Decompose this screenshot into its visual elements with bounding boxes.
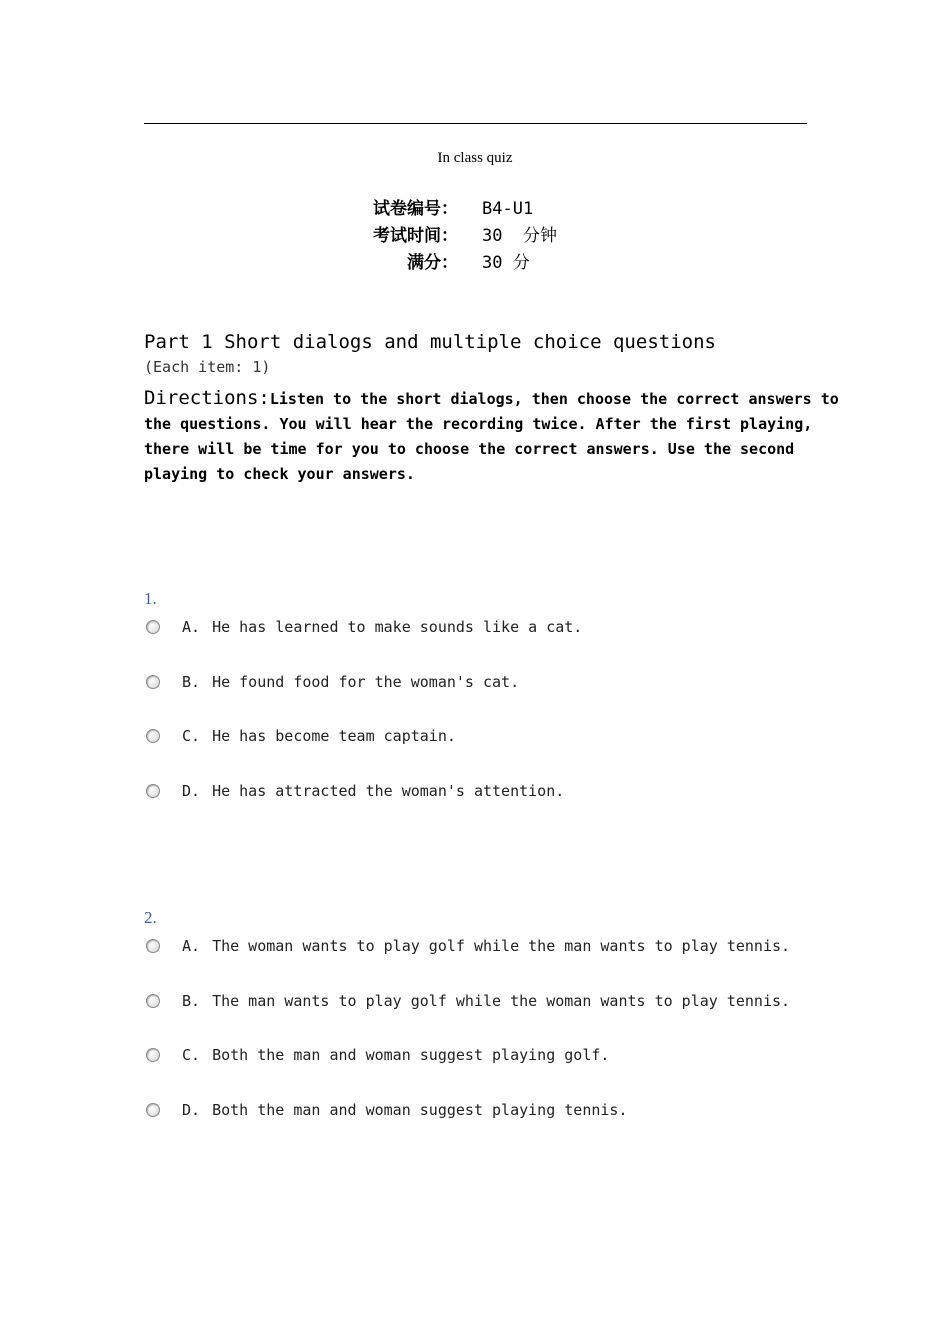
- radio-button-icon[interactable]: [146, 620, 160, 634]
- question-number: 2.: [144, 908, 157, 927]
- option-list: [144, 600, 864, 818]
- option-letter: B.: [182, 672, 201, 691]
- question-1: [144, 586, 864, 818]
- option-text: Both the man and woman suggest playing tennis.: [212, 1101, 628, 1120]
- directions-text: Listen to the short dialogs, then choose the correct answers to the questions. You will hear the recording twice. After the first playing, there will be time for you to choose the correct answers. Use the second playing to check your answers.: [144, 390, 839, 483]
- option-letter: A.: [182, 937, 201, 956]
- option-d[interactable]: [144, 1083, 864, 1138]
- header-rule: [144, 123, 807, 124]
- meta-label: 考试时间：: [373, 226, 458, 246]
- meta-row-duration: [0, 223, 950, 250]
- option-letter: D.: [182, 782, 201, 801]
- option-text: He has attracted the woman's attention.: [212, 782, 565, 801]
- part-heading: Part 1 Short dialogs and multiple choice questions: [144, 331, 716, 353]
- quiz-title: In class quiz: [437, 150, 513, 166]
- meta-value: 30 分: [482, 253, 530, 273]
- option-letter: C.: [182, 727, 201, 746]
- option-d[interactable]: [144, 764, 864, 819]
- question-number: 1.: [144, 589, 157, 608]
- radio-button-icon[interactable]: [146, 675, 160, 689]
- option-text: He found food for the woman's cat.: [212, 672, 520, 691]
- option-b[interactable]: [144, 974, 864, 1029]
- item-score: (Each item: 1): [144, 358, 271, 376]
- option-c[interactable]: [144, 709, 864, 764]
- option-c[interactable]: [144, 1028, 864, 1083]
- option-text: The man wants to play golf while the woman wants to play tennis.: [212, 991, 791, 1010]
- radio-button-icon[interactable]: [146, 729, 160, 743]
- option-list: [144, 919, 864, 1137]
- option-letter: B.: [182, 991, 201, 1010]
- meta-row-paper-id: [0, 196, 950, 223]
- meta-label: 试卷编号：: [373, 199, 458, 219]
- radio-button-icon[interactable]: [146, 939, 160, 953]
- meta-value: 30 分钟: [482, 226, 557, 246]
- radio-button-icon[interactable]: [146, 1103, 160, 1117]
- directions-label: Directions:: [144, 387, 270, 409]
- option-a[interactable]: [144, 600, 864, 655]
- quiz-meta: [0, 196, 950, 277]
- option-text: The woman wants to play golf while the man wants to play tennis.: [212, 937, 791, 956]
- option-letter: C.: [182, 1046, 201, 1065]
- option-text: Both the man and woman suggest playing golf.: [212, 1046, 610, 1065]
- option-text: He has become team captain.: [212, 727, 456, 746]
- question-2: [144, 905, 864, 1137]
- option-text: He has learned to make sounds like a cat.: [212, 618, 583, 637]
- option-letter: A.: [182, 618, 201, 637]
- option-letter: D.: [182, 1101, 201, 1120]
- option-b[interactable]: [144, 655, 864, 710]
- meta-row-full-score: [0, 250, 950, 277]
- directions: [144, 386, 844, 487]
- meta-value: B4-U1: [482, 199, 534, 219]
- radio-button-icon[interactable]: [146, 1048, 160, 1062]
- option-a[interactable]: [144, 919, 864, 974]
- radio-button-icon[interactable]: [146, 994, 160, 1008]
- radio-button-icon[interactable]: [146, 784, 160, 798]
- meta-label: 满分：: [407, 253, 458, 273]
